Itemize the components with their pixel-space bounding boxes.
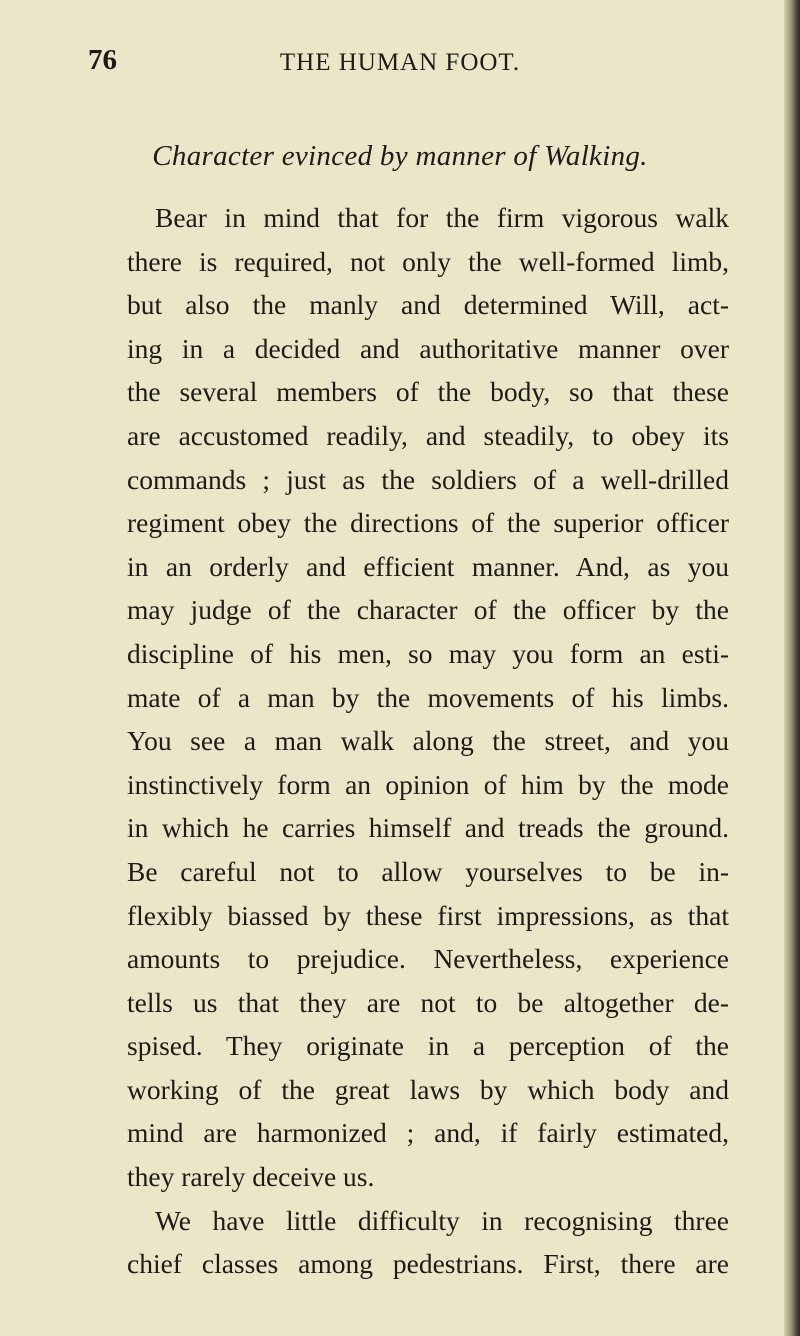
text-line: spised. They originate in a perception of the (127, 1030, 729, 1062)
text-line: mind are harmonized ; and, if fairly estimated, (127, 1117, 729, 1149)
text-line: commands ; just as the soldiers of a well-drilled (127, 463, 729, 495)
running-title: THE HUMAN FOOT. (279, 49, 521, 76)
book-spine-edge (784, 0, 800, 1336)
text-line: We have little difficulty in recognising three (155, 1204, 729, 1236)
page-number: 76 (88, 44, 117, 76)
text-line: instinctively form an opinion of him by the mode (127, 768, 729, 800)
text-line: in an orderly and efficient manner. And, as you (127, 550, 729, 582)
text-line: working of the great laws by which body and (127, 1073, 729, 1105)
text-line: Be careful not to allow yourselves to be in- (127, 855, 729, 887)
text-line: chief classes among pedestrians. First, there are (127, 1248, 729, 1280)
text-line: regiment obey the directions of the superior officer (127, 507, 729, 539)
text-line: tells us that they are not to be altogether de- (127, 986, 729, 1018)
text-line: flexibly biassed by these first impressions, as that (127, 899, 729, 931)
text-line: but also the manly and determined Will, act- (127, 289, 729, 321)
text-line: amounts to prejudice. Nevertheless, experience (127, 943, 729, 975)
text-line: may judge of the character of the officer by the (127, 594, 729, 626)
text-line: mate of a man by the movements of his limbs. (127, 681, 729, 713)
text-line: Bear in mind that for the firm vigorous walk (155, 202, 729, 233)
text-line: You see a man walk along the street, and you (127, 725, 729, 757)
body-text (127, 196, 729, 1286)
text-line: are accustomed readily, and steadily, to obey its (127, 419, 729, 451)
text-line: there is required, not only the well-formed limb, (127, 245, 729, 277)
section-title: Character evinced by manner of Walking. (152, 140, 648, 172)
text-line: discipline of his men, so may you form an esti- (127, 637, 729, 669)
text-line: in which he carries himself and treads the ground. (127, 812, 729, 844)
text-line: ing in a decided and authoritative manner over (127, 332, 729, 364)
text-line: they rarely deceive us. (127, 1161, 375, 1193)
text-line: the several members of the body, so that these (127, 376, 729, 408)
